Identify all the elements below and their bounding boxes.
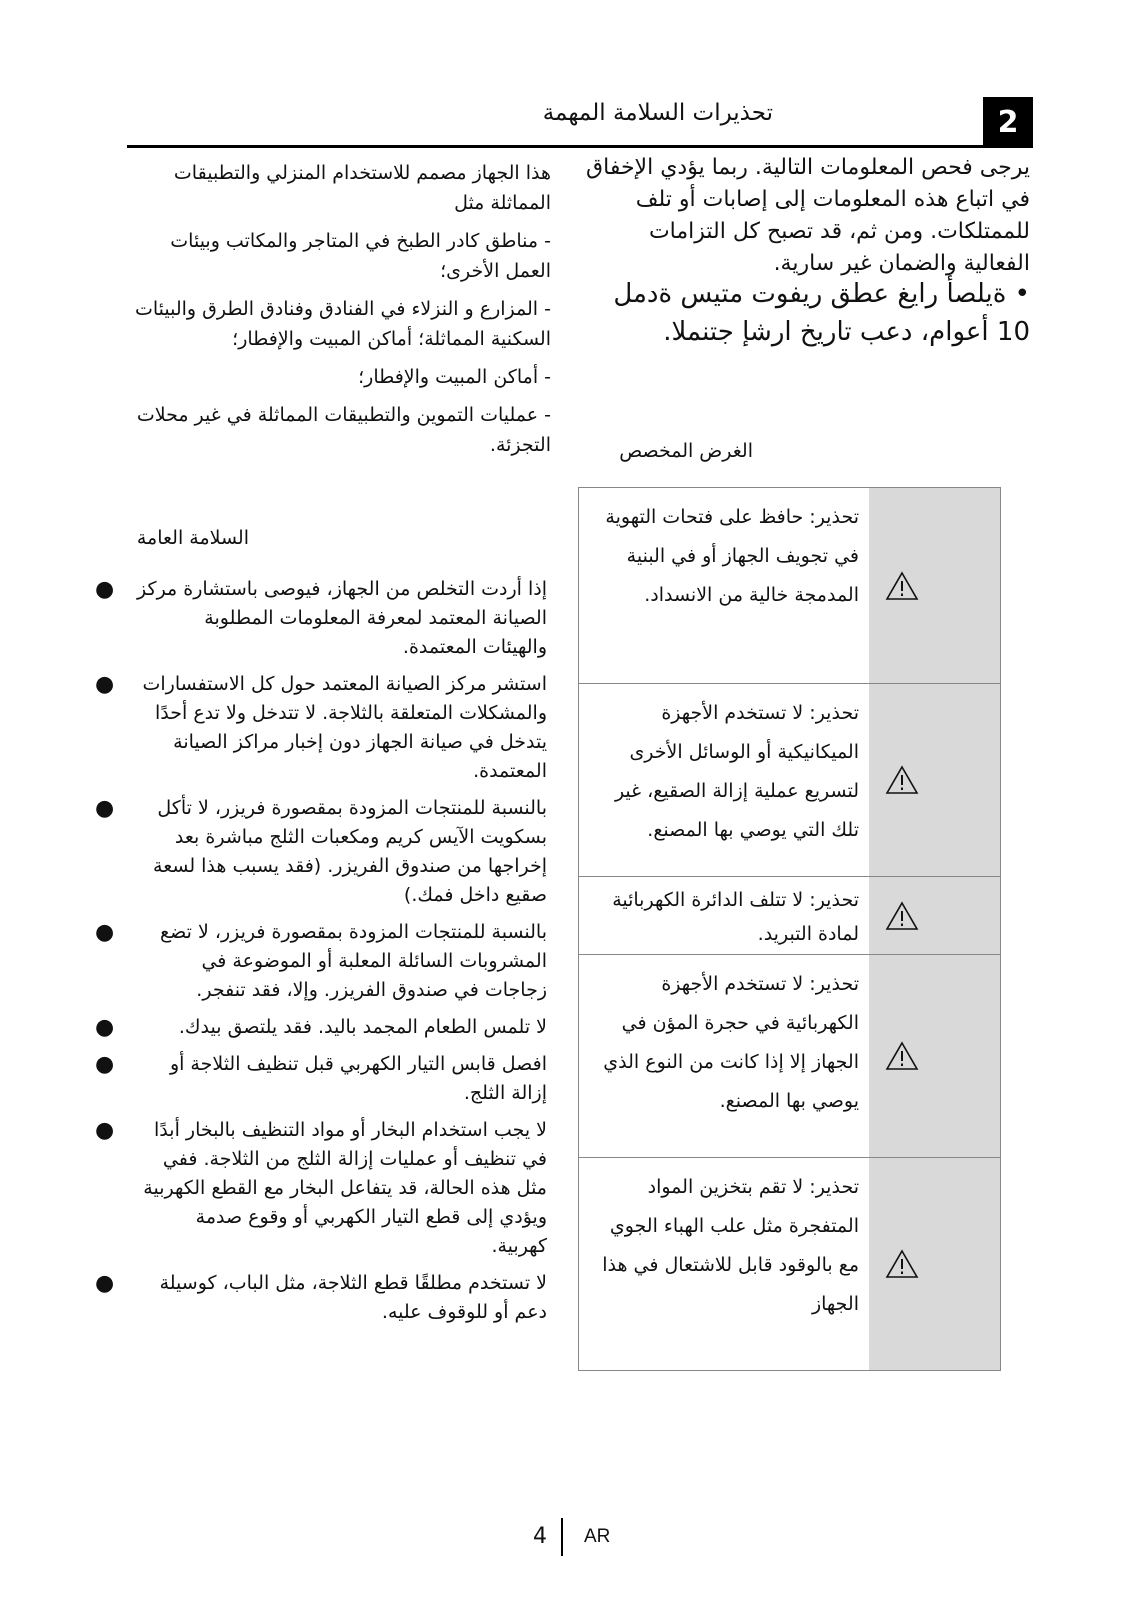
list-item-text: استشر مركز الصيانة المعتمد حول كل الاستفسارات والمشكلات المتعلقة بالثلاجة. لا تتدخل ولا تدع أحدًا يتدخل في صيانة الجهاز دون إخبار مراكز الصيانة المعتمدة. <box>142 673 547 782</box>
warning-triangle-icon <box>885 901 919 931</box>
environment-item: - المزارع و النزلاء في الفنادق وفنادق الطرق والبيئات السكنية المماثلة؛ أماكن المبيت والإفطار؛ <box>134 298 551 350</box>
list-item <box>95 1050 553 1108</box>
warning-text: تحذير: لا تقم بتخزين المواد المتفجرة مثل علب الهباء الجوي مع بالوقود قابل للاشتعال في هذا الجهاز <box>602 1176 859 1315</box>
list-item-text: لا تلمس الطعام المجمد باليد. فقد يلتصق بيدك. <box>178 1016 547 1038</box>
warning-icon-cell <box>869 877 1000 954</box>
warning-row <box>579 876 1000 954</box>
bullet-icon: ● <box>95 577 115 602</box>
general-safety-heading: السلامة العامة <box>136 527 249 549</box>
spare-parts-note: • ةيلصأ رايغ عطق ريفوت متيس ةدمل 10 أعوام، دعب تاريخ ارشإ جتنملا. <box>613 279 1030 347</box>
warning-text: تحذير: لا تتلف الدائرة الكهربائية لمادة التبريد. <box>612 889 859 945</box>
list-item-text: بالنسبة للمنتجات المزودة بمقصورة فريزر، لا تأكل بسكويت الآيس كريم ومكعبات الثلج مباشرة بعد إخراجها من صندوق الفريزر. (فقد يسبب هذا لسعة صقيع داخل فمك.) <box>153 797 547 906</box>
warning-row <box>579 1157 1000 1370</box>
warning-icon-cell <box>869 488 1000 683</box>
warning-icon-cell <box>869 1158 1000 1370</box>
household-use-section <box>125 158 551 468</box>
warning-triangle-icon <box>885 571 919 601</box>
general-safety-list <box>95 575 553 1335</box>
warning-text: تحذير: حافظ على فتحات التهوية في تجويف الجهاز أو في البنية المدمجة خالية من الانسداد. <box>605 506 859 606</box>
list-item-text: افصل قابس التيار الكهربي قبل تنظيف الثلاجة أو إزالة الثلج. <box>169 1053 547 1104</box>
page-title: تحذيرات السلامة المهمة <box>542 100 773 126</box>
list-item-text: لا تستخدم مطلقًا قطع الثلاجة، مثل الباب، كوسيلة دعم أو للوقوف عليه. <box>159 1272 547 1323</box>
bullet-icon: ● <box>95 1052 115 1077</box>
list-item <box>95 794 553 910</box>
bullet-icon: ● <box>95 920 115 945</box>
household-use-intro: هذا الجهاز مصمم للاستخدام المنزلي والتطبيقات المماثلة مثل <box>173 162 551 214</box>
list-item <box>95 918 553 1005</box>
bullet-icon: ● <box>95 672 115 697</box>
list-item-text: لا يجب استخدام البخار أو مواد التنظيف بالبخار أبدًا في تنظيف أو عمليات إزالة الثلج من الثلاجة. ففي مثل هذه الحالة، قد يتفاعل البخار مع القطع الكهربية ويؤدي إلى قطع التيار الكهربي أو وقوع صدمة كهربية. <box>143 1119 547 1257</box>
bullet-icon: ● <box>95 1015 115 1040</box>
footer-divider <box>561 1518 563 1556</box>
warning-triangle-icon <box>885 1249 919 1279</box>
list-item-text: إذا أردت التخلص من الجهاز، فيوصى باستشارة مركز الصيانة المعتمد لمعرفة المعلومات المطلوبة والهيئات المعتمدة. <box>137 578 547 658</box>
list-item-text: بالنسبة للمنتجات المزودة بمقصورة فريزر، لا تضع المشروبات السائلة المعلبة أو الموضوعة في زجاجات في صندوق الفريزر. وإلا، فقد تنفجر. <box>160 921 547 1001</box>
list-item <box>95 1013 553 1042</box>
warning-row <box>579 488 1000 683</box>
warning-table <box>578 487 1001 1371</box>
bullet-icon: ● <box>95 796 115 821</box>
warning-triangle-icon <box>885 765 919 795</box>
list-item <box>95 670 553 786</box>
warning-triangle-icon <box>885 1041 919 1071</box>
warning-text: تحذير: لا تستخدم الأجهزة الكهربائية في حجرة المؤن في الجهاز إلا إذا كانت من النوع الذي يوصي بها المصنع. <box>603 973 859 1112</box>
environment-item: - أماكن المبيت والإفطار؛ <box>358 366 551 388</box>
warning-icon-cell <box>869 684 1000 876</box>
warning-text: تحذير: لا تستخدم الأجهزة الميكانيكية أو الوسائل الأخرى لتسريع عملية إزالة الصقيع، غير تلك التي يوصي بها المصنع. <box>614 702 859 841</box>
bullet-icon: ● <box>95 1271 115 1296</box>
intended-use-heading: الغرض المخصص <box>619 440 753 462</box>
list-item <box>95 1116 553 1261</box>
list-item <box>95 575 553 662</box>
warning-row <box>579 954 1000 1157</box>
bullet-icon: ● <box>95 1118 115 1143</box>
page-number: 4 <box>533 1524 547 1549</box>
warning-row <box>579 683 1000 876</box>
intro-paragraph: يرجى فحص المعلومات التالية. ربما يؤدي الإخفاق في اتباع هذه المعلومات إلى إصابات أو تلف للممتلكات. ومن ثم، قد تصبح كل التزامات الفعالية والضمان غير سارية. <box>586 155 1030 276</box>
environment-item: - مناطق كادر الطبخ في المتاجر والمكاتب وبيئات العمل الأخرى؛ <box>170 230 551 282</box>
language-code: AR <box>584 1526 611 1547</box>
list-item <box>95 1269 553 1327</box>
environment-item: - عمليات التموين والتطبيقات المماثلة في غير محلات التجزئة. <box>136 404 551 456</box>
warning-icon-cell <box>869 955 1000 1157</box>
section-number-badge: 2 <box>983 97 1033 147</box>
header-divider <box>127 145 1033 148</box>
